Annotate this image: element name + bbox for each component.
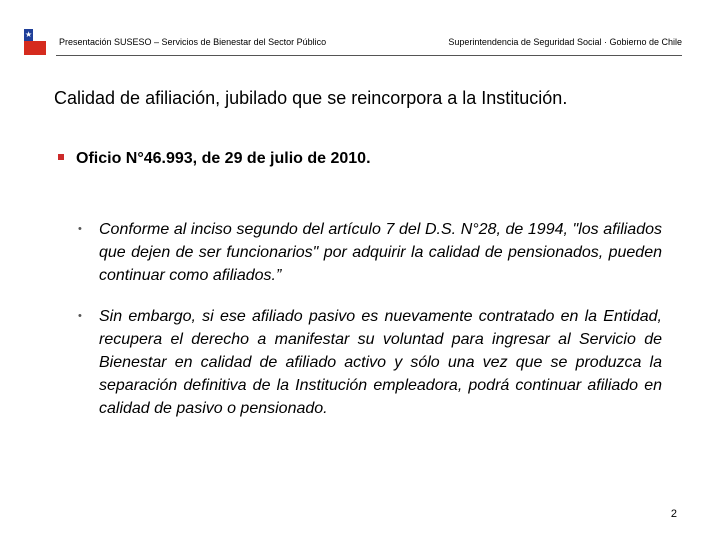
header-organization: Superintendencia de Seguridad Social · Gobierno de Chile (448, 37, 682, 47)
flag-star-icon: ★ (25, 30, 33, 39)
bullet-dot-icon: • (78, 310, 82, 322)
section-bullet-icon (58, 154, 64, 160)
page-number: 2 (670, 508, 677, 520)
bullet-list (78, 218, 662, 438)
bullet-text: Conforme al inciso segundo del artículo 7 del D.S. N°28, de 1994, "los afiliados que dejen de ser funcionarios" por adquirir la calidad de pensionados, pueden continuar como afiliados.” (99, 221, 662, 284)
section-heading (58, 150, 371, 168)
slide-title: Calidad de afiliación, jubilado que se reincorpora a la Institución. (54, 88, 568, 108)
bullet-item (78, 218, 662, 287)
bullet-text: Sin embargo, si ese afiliado pasivo es nuevamente contratado en la Entidad, recupera el derecho a manifestar su voluntad para ingresar al Servicio de Bienestar en calidad de afiliado activo y sólo una vez que se produzca la separación definitiva de la Institución empleadora, podrá continuar afiliado en calidad de pasivo o pensionado. (99, 308, 662, 417)
bullet-item (78, 305, 662, 420)
section-heading-text: Oficio N°46.993, de 29 de julio de 2010. (76, 150, 371, 167)
flag-red-field (24, 41, 46, 55)
bullet-dot-icon: • (78, 223, 82, 235)
chile-flag-icon (24, 29, 46, 55)
header-presentation-title: Presentación SUSESO – Servicios de Bienestar del Sector Público (59, 37, 327, 47)
header-divider (56, 55, 682, 56)
flag-white-field (33, 29, 46, 41)
